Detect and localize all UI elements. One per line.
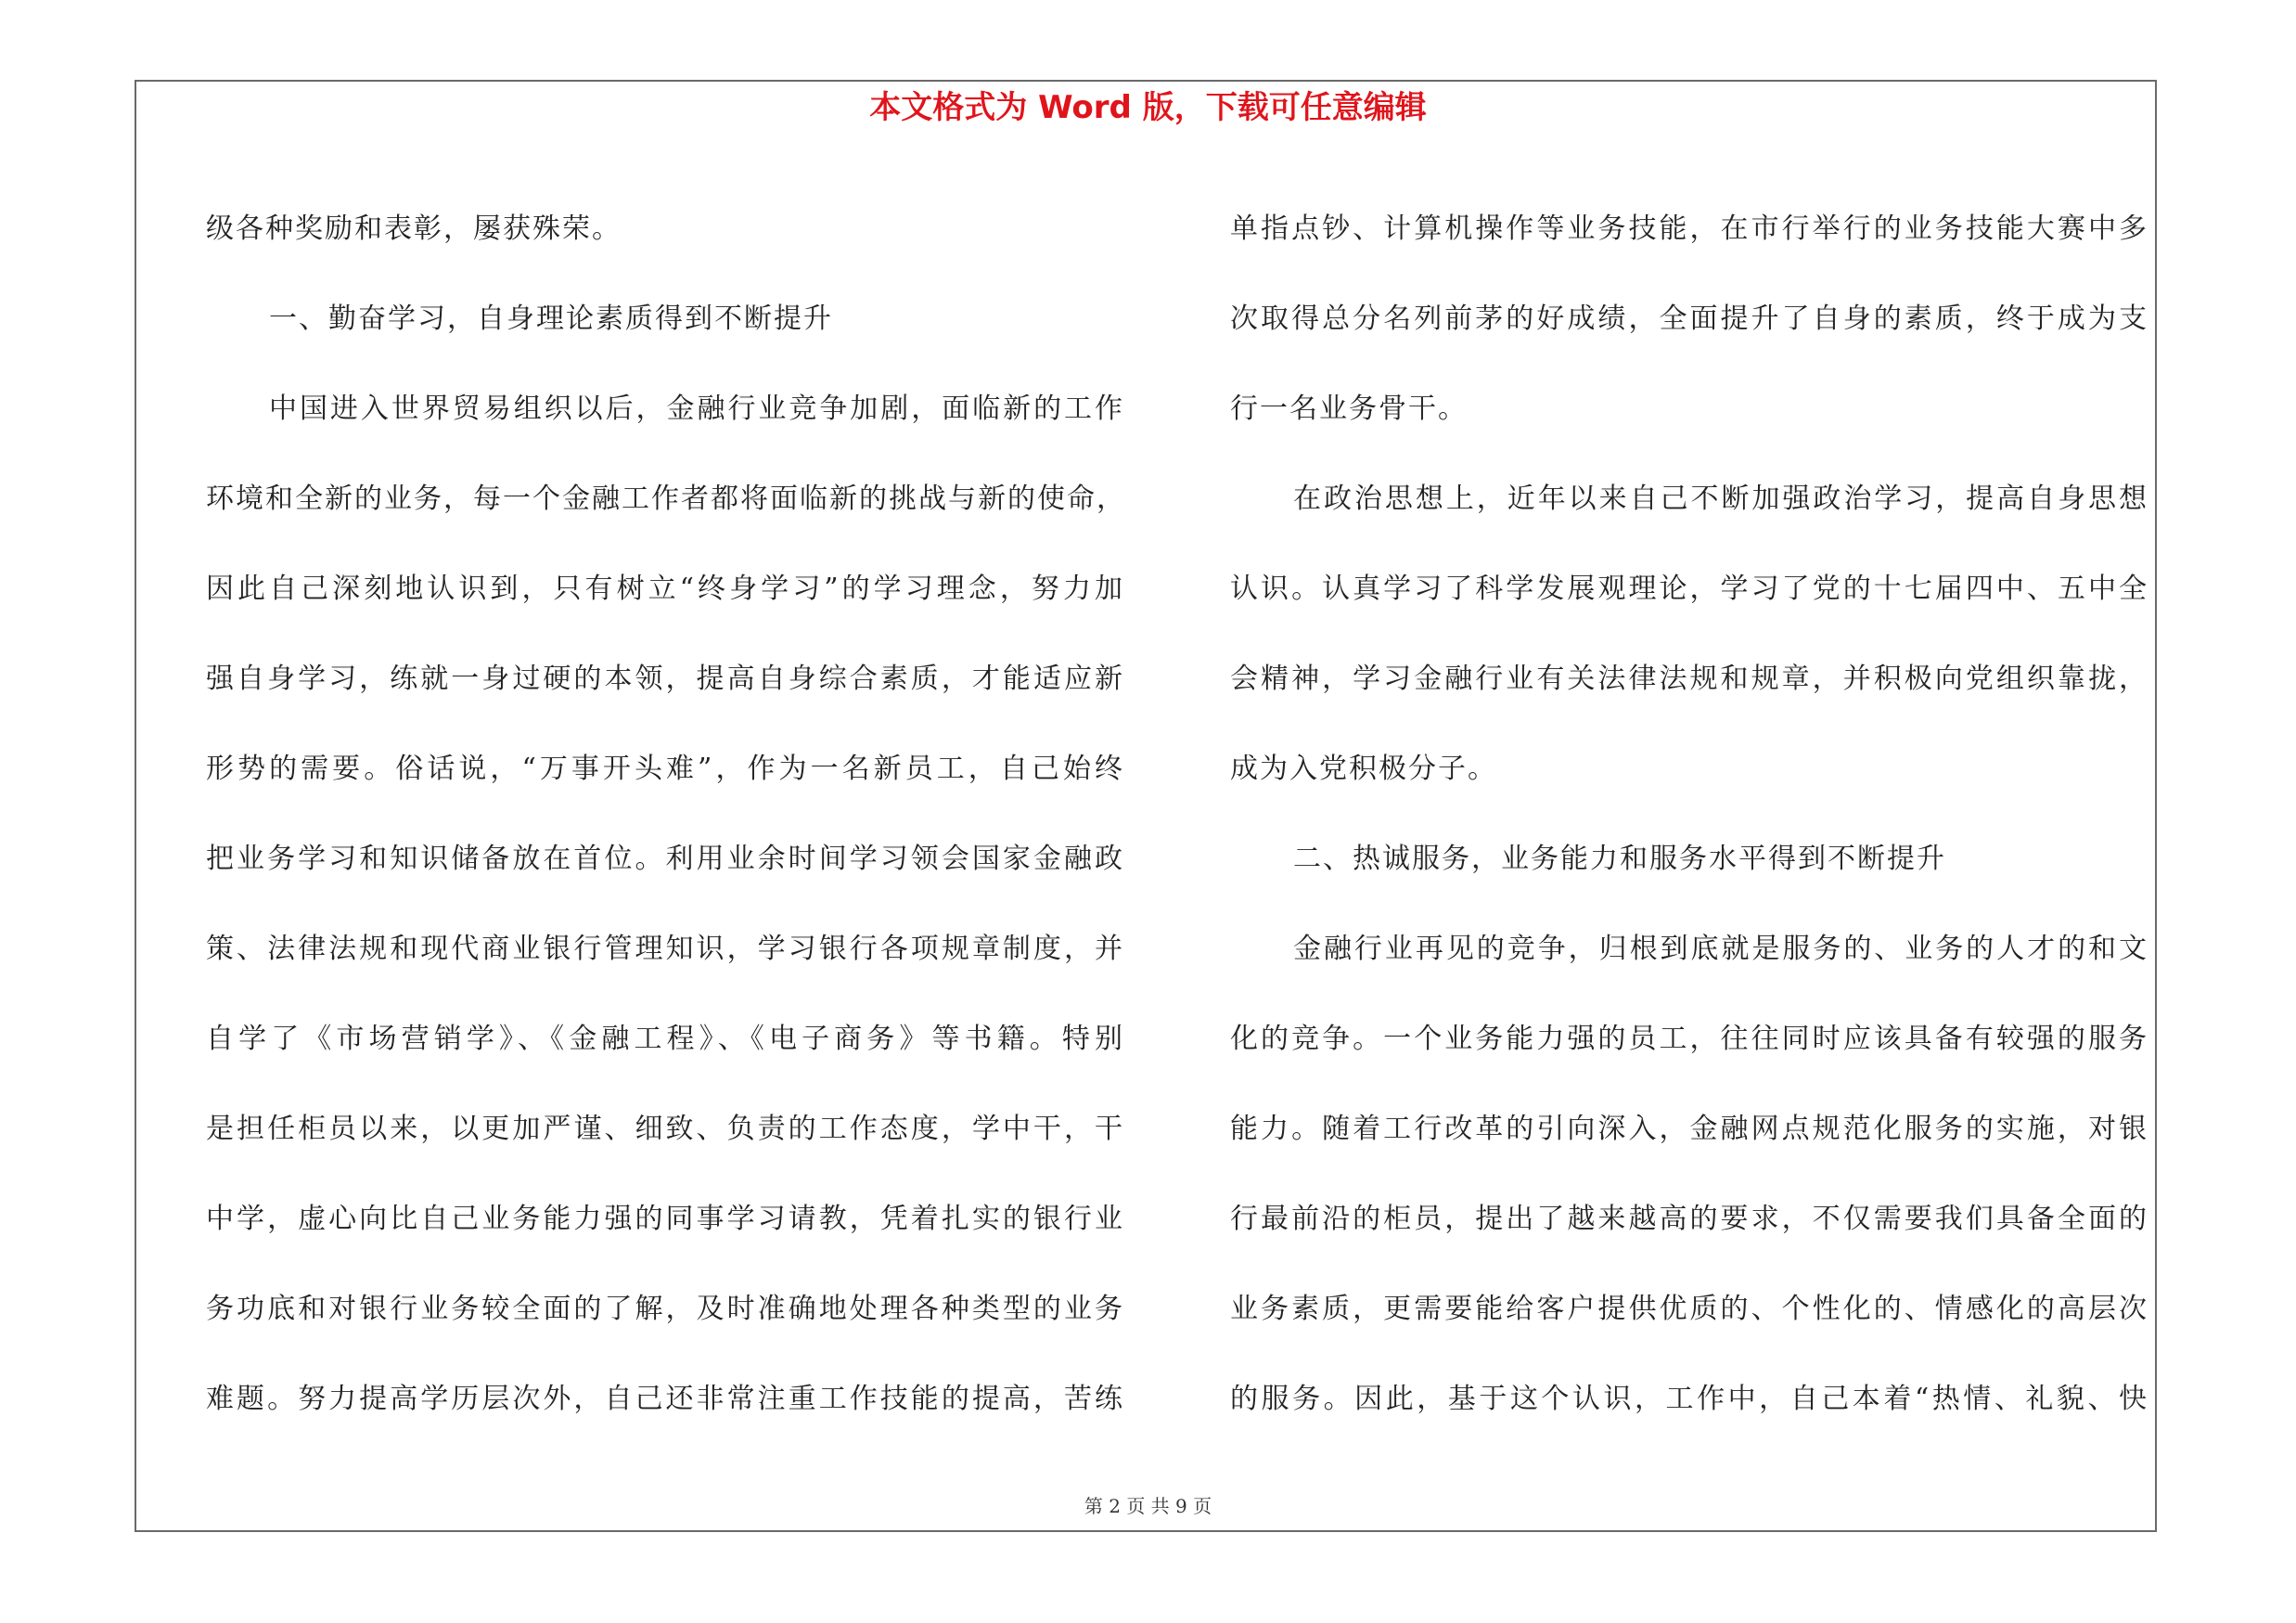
text-line: 中国进入世界贸易组织以后，金融行业竞争加剧，面临新的工作: [269, 393, 1124, 425]
page-number-footer: 第 2 页 共 9 页: [1084, 1495, 1212, 1517]
text-line: 会精神，学习金融行业有关法律法规和规章，并积极向党组织靠拢，: [1230, 663, 2148, 695]
text-line: 因此自己深刻地认识到，只有树立“终身学习”的学习理念，努力加: [206, 573, 1124, 605]
word-format-banner: 本文格式为 Word 版，下载可任意编辑: [869, 89, 1427, 126]
text-line: 难题。努力提高学历层次外，自己还非常注重工作技能的提高，苦练: [206, 1383, 1124, 1415]
text-line: 是担任柜员以来，以更加严谨、细致、负责的工作态度，学中干，干: [206, 1113, 1124, 1145]
text-line: 业务素质，更需要能给客户提供优质的、个性化的、情感化的高层次: [1230, 1293, 2148, 1325]
text-line: 环境和全新的业务，每一个金融工作者都将面临新的挑战与新的使命，: [206, 483, 1126, 515]
text-line: 自学了《市场营销学》、《金融工程》、《电子商务》等书籍。特别: [206, 1023, 1124, 1055]
text-line: 能力。随着工行改革的引向深入，金融网点规范化服务的实施，对银: [1230, 1113, 2148, 1145]
text-line: 把业务学习和知识储备放在首位。利用业余时间学习领会国家金融政: [206, 843, 1124, 875]
section-heading-1: 一、勤奋学习，自身理论素质得到不断提升: [269, 303, 833, 335]
text-line: 策、法律法规和现代商业银行管理知识，学习银行各项规章制度，并: [206, 933, 1124, 965]
left-column: [206, 184, 1124, 1444]
text-line: 在政治思想上，近年以来自己不断加强政治学习，提高自身思想: [1293, 483, 2148, 515]
text-line: 强自身学习，练就一身过硬的本领，提高自身综合素质，才能适应新: [206, 663, 1124, 695]
text-line: 金融行业再见的竞争，归根到底就是服务的、业务的人才的和文: [1293, 933, 2148, 965]
text-line: 行最前沿的柜员，提出了越来越高的要求，不仅需要我们具备全面的: [1230, 1203, 2148, 1235]
section-heading-2: 二、热诚服务，业务能力和服务水平得到不断提升: [1293, 843, 1946, 875]
text-line: 次取得总分名列前茅的好成绩，全面提升了自身的素质，终于成为支: [1230, 303, 2148, 335]
text-line: 级各种奖励和表彰，屡获殊荣。: [206, 213, 622, 245]
text-line: 认识。认真学习了科学发展观理论，学习了党的十七届四中、五中全: [1230, 573, 2148, 605]
text-line: 务功底和对银行业务较全面的了解，及时准确地处理各种类型的业务: [206, 1293, 1124, 1325]
text-line: 成为入党积极分子。: [1230, 753, 1497, 785]
text-line: 中学，虚心向比自己业务能力强的同事学习请教，凭着扎实的银行业: [206, 1203, 1124, 1235]
text-line: 形势的需要。俗话说，“万事开头难”，作为一名新员工，自己始终: [206, 753, 1124, 785]
text-line: 的服务。因此，基于这个认识，工作中，自己本着“热情、礼貌、快: [1230, 1383, 2148, 1415]
right-column: [1230, 184, 2148, 1444]
text-line: 行一名业务骨干。: [1230, 393, 1468, 425]
text-line: 化的竞争。一个业务能力强的员工，往往同时应该具备有较强的服务: [1230, 1023, 2148, 1055]
text-line: 单指点钞、计算机操作等业务技能，在市行举行的业务技能大赛中多: [1230, 213, 2148, 245]
